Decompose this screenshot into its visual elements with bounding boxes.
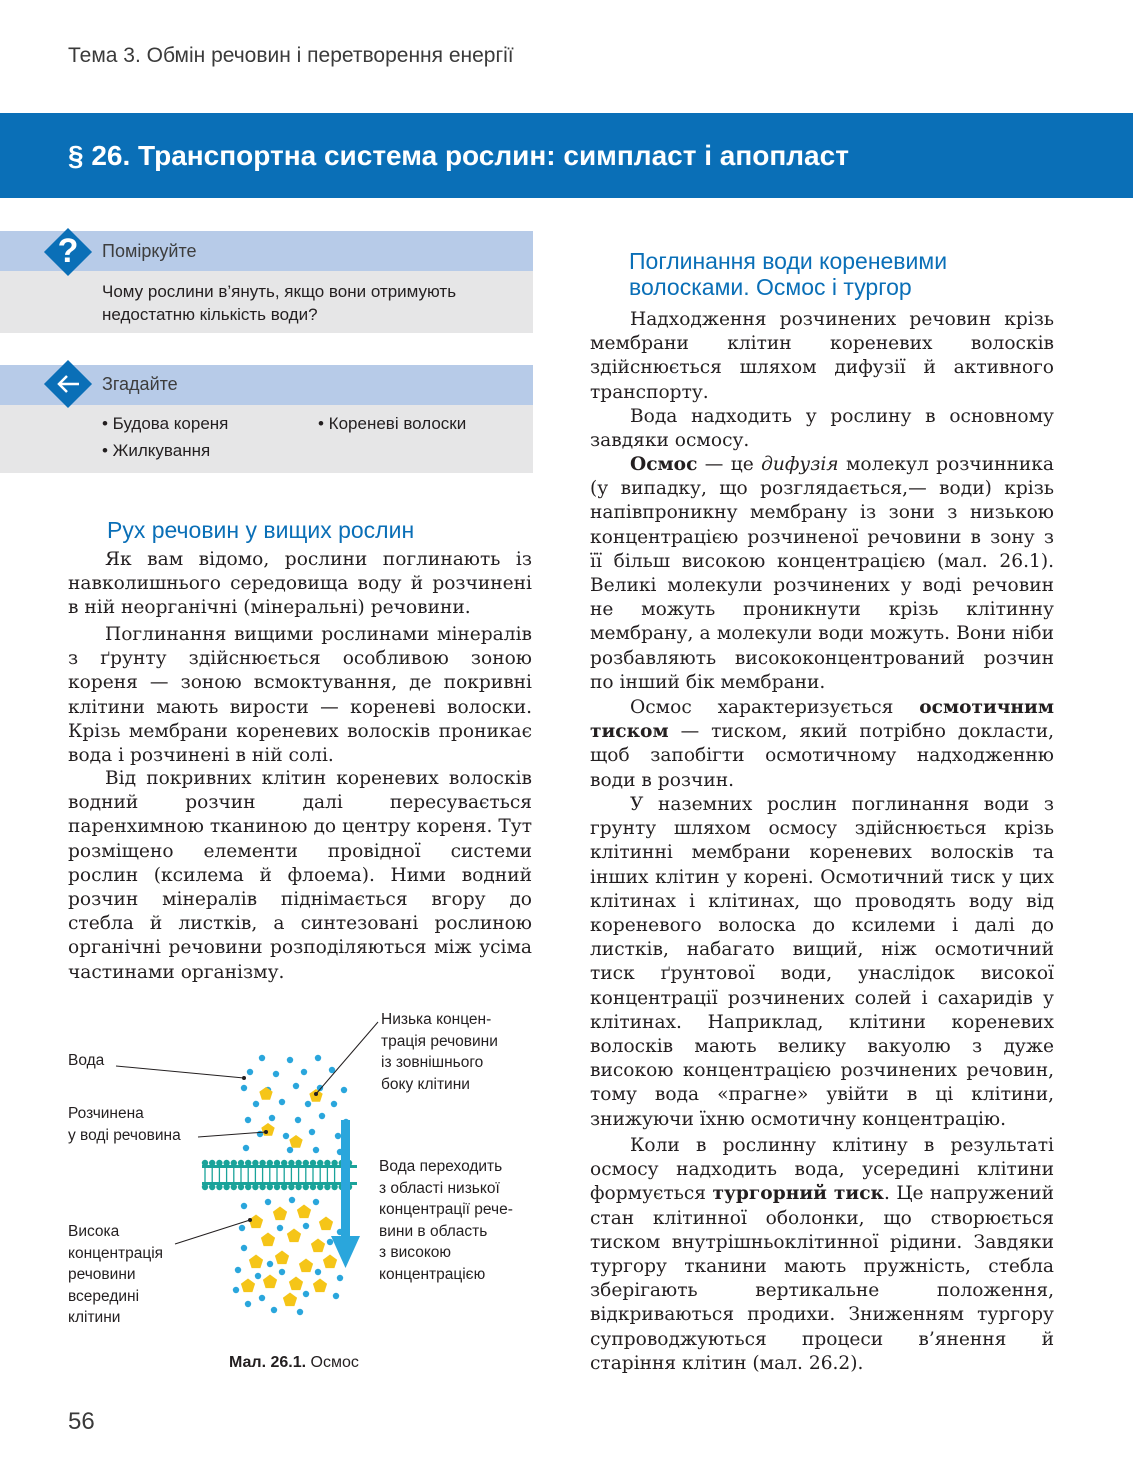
water-molecule (295, 1117, 301, 1123)
lipid-head (238, 1184, 244, 1190)
solute-molecule (283, 1293, 297, 1307)
label-line: Вода переходить (379, 1158, 503, 1175)
caption-number: Мал. 26.1. (229, 1354, 307, 1371)
lipid-head (288, 1160, 294, 1166)
label-low-concentration (381, 1009, 498, 1095)
lipid-head (295, 1184, 301, 1190)
term-osmosis: Осмос (630, 454, 698, 475)
lipid-head (331, 1160, 337, 1166)
lipid-head (274, 1184, 280, 1190)
water-molecule (337, 1275, 343, 1281)
lipid-head (259, 1184, 265, 1190)
lipid-head (252, 1184, 258, 1190)
lipid-head (231, 1184, 237, 1190)
flow-arrow-shaft (341, 1120, 350, 1240)
label-line: концентрацією (379, 1265, 486, 1283)
text-run: Осмос характеризується (630, 697, 920, 718)
text-run: Коли в рослинну клітину в результаті осмосу надходить вода, усередині клітини формується (590, 1135, 1054, 1205)
text-run: . Це напружений стан клітинної оболонки, що створюється тиском внутрішньоклітинної рідини. Завдяки тургору тканини мають пружність, стебла зберігають вертикальне положення, відкриваються продихи. Зниженням тургору супроводжуються процеси в’янення й старіння клітин (мал. 26.2). (590, 1183, 1055, 1374)
water-molecule (313, 1147, 319, 1153)
recall-box-label: Згадайте (102, 374, 178, 394)
water-molecule (243, 1145, 249, 1151)
water-molecule (277, 1225, 283, 1231)
water-molecule (257, 1131, 263, 1137)
paragraph: У наземних рослин поглинання води з грунту шляхом осмосу здійснюється крізь клітинні мембрани кореневих волосків та інших клітин у корені. Осмотичний тиск у цих клітинах і клітинах, що проводять воду від кореневого волоска до ксилеми і далі до листків, набагато вищий, ніж осмотичний тиск ґрунтової води, унаслідок високої концентрації розчинених солей і сахаридів у клітинах. Наприклад, клітини кореневих волосків мають велику вакуолю з дуже високою концентрацією розчинених речовин, тому вода «прагне» увійти в ці клітини, знижуючи їхню осмотичну концентрацію. (590, 794, 1054, 1130)
water-molecule (319, 1113, 325, 1119)
water-molecule (273, 1071, 279, 1077)
solute-molecule (289, 1277, 303, 1291)
lipid-head (216, 1160, 222, 1166)
lipid-head (303, 1184, 309, 1190)
water-molecule (303, 1223, 309, 1229)
lipid-head (303, 1160, 309, 1166)
paragraph-turgor (590, 1134, 1054, 1376)
label-line: з високою (379, 1244, 452, 1261)
paragraph: Надходження розчинених речовин крізь мембрани клітин кореневих волосків здійснюється шляхом дифузії й активного транспорту. (590, 309, 1054, 403)
lipid-head (245, 1184, 251, 1190)
label-line: всередині (68, 1287, 140, 1305)
water-molecule (253, 1101, 259, 1107)
water-molecule (327, 1239, 333, 1245)
think-box-question (102, 280, 456, 326)
text-run: — тиском, який потрібно докласти, щоб запобігти осмотичному надходженню води в розчин. (590, 721, 1054, 791)
leader-line-water (116, 1066, 244, 1078)
paragraph: Від покривних клітин кореневих волосків водний розчин далі пересувається паренхимною тканиною до центру кореня. Тут розміщено елементи провідної системи рослин (ксилема й флоема). Ними водний розчин мінералів піднімається вгору до стебла й листків, а синтезовані рослиною органічні речовини розподіляються між усіма частинами організму. (68, 768, 532, 983)
lipid-head (281, 1160, 287, 1166)
solute-molecule (263, 1275, 277, 1289)
section-heading-left: Рух речовин у вищих рослин (107, 517, 415, 543)
lipid-head (252, 1160, 258, 1166)
leader-dot (248, 1218, 252, 1222)
section-heading-right (629, 248, 947, 300)
water-molecule (287, 1057, 293, 1063)
arrow-left-glyph (53, 370, 83, 398)
heading-line: волосками. Осмос і тургор (629, 274, 912, 300)
solute-molecule (287, 1229, 301, 1243)
solute-molecule (275, 1251, 289, 1265)
water-molecule (315, 1269, 321, 1275)
label-line: Висока (68, 1223, 120, 1240)
water-molecule (265, 1199, 271, 1205)
water-molecule (287, 1147, 293, 1153)
water-molecule (303, 1291, 309, 1297)
lipid-head (267, 1160, 273, 1166)
solute-molecule (313, 1279, 327, 1293)
text-run: молекул розчинника (у випадку, що розглядається,— води) крізь напівпроникну мембрану із зони з низькою концентрацією розчиненої речовини в зону з її більш високою концентрацією (мал. 26.1). Великі молекули розчинених у воді речовин не можуть проникнути крізь клітинну мембрану, а молекули води можуть. Вони ніби розбавляють висококонцентрований розчин по інший бік мембрани. (590, 454, 1054, 693)
lipid-head (324, 1184, 330, 1190)
lipid-head (317, 1160, 323, 1166)
lipid-head (202, 1160, 208, 1166)
paragraph: Поглинання вищими рослинами мінералів з ґрунту здійснюється особливою зоною кореня — зоною всмоктування, де покривні клітини мають вирости — кореневі волоски. Крізь мембрани кореневих волосків проникає вода і розчинені в ній солі. (68, 624, 532, 767)
lipid-head (245, 1160, 251, 1166)
water-molecule (271, 1307, 277, 1313)
label-line: Низька концен- (381, 1011, 492, 1028)
solute-molecule (289, 1135, 302, 1148)
water-molecule (259, 1295, 265, 1301)
paragraph-osmosis-definition (590, 453, 1054, 695)
label-line: трація речовини (381, 1032, 498, 1050)
solute-molecule (297, 1205, 311, 1219)
lipid-head (324, 1160, 330, 1166)
lipid-head (259, 1160, 265, 1166)
water-molecule (289, 1197, 295, 1203)
water-molecule (235, 1267, 241, 1273)
label-high-concentration (68, 1221, 163, 1329)
water-molecule (297, 1309, 303, 1315)
term-turgor-pressure: тургорний тиск (712, 1183, 884, 1205)
water-molecule (241, 1085, 247, 1091)
heading-line: Поглинання води кореневими (629, 248, 948, 274)
lipid-head (238, 1160, 244, 1166)
lipid-head (295, 1160, 301, 1166)
recall-item: • Жилкування (102, 441, 211, 460)
label-line: концентрація (68, 1244, 164, 1262)
term-diffusion: дифузія (761, 454, 839, 475)
paragraph: Вода надходить у рослину в основному завдяки осмосу. (590, 406, 1054, 452)
solute-molecule (319, 1217, 333, 1231)
solute-molecule (323, 1255, 337, 1269)
lipid-head (202, 1184, 208, 1190)
label-line: у воді речовина (68, 1126, 181, 1144)
water-molecule (333, 1293, 339, 1299)
water-molecule (309, 1129, 315, 1135)
water-molecule (259, 1055, 265, 1061)
lipid-head (209, 1184, 215, 1190)
label-water: Вода (68, 1052, 105, 1069)
lipid-head (310, 1184, 316, 1190)
lipid-head (267, 1184, 273, 1190)
label-line: Розчинена (68, 1105, 144, 1122)
water-molecule (269, 1115, 275, 1121)
water-molecule (315, 1055, 321, 1061)
think-box-label: Поміркуйте (102, 241, 197, 261)
water-molecule (279, 1269, 285, 1275)
water-molecule (267, 1261, 273, 1267)
lipid-head (288, 1184, 294, 1190)
solute-molecule (261, 1233, 275, 1247)
leader-dot (314, 1092, 318, 1096)
chapter-title: § 26. Транспортна система рослин: симпласт і апопласт (68, 140, 849, 171)
water-molecule (255, 1273, 261, 1279)
water-molecule (241, 1245, 247, 1251)
water-molecule (245, 1301, 251, 1307)
water-molecule (233, 1287, 239, 1293)
solute-molecule (261, 1123, 274, 1136)
leader-dot (242, 1076, 246, 1080)
water-molecule (317, 1085, 323, 1091)
water-molecule (301, 1069, 307, 1075)
leader-line-high (175, 1220, 250, 1244)
recall-item: • Будова кореня (102, 414, 229, 433)
term-osmotic-pressure: осмотичним тиском (590, 697, 1054, 743)
caption-text: Осмос (306, 1354, 359, 1371)
lipid-head (281, 1184, 287, 1190)
page-number: 56 (68, 1408, 95, 1435)
leader-line-low (316, 1022, 378, 1094)
water-molecule (245, 1117, 251, 1123)
lipid-head (231, 1160, 237, 1166)
recall-item: • Кореневі волоски (318, 414, 467, 433)
label-dissolved-substance (68, 1103, 181, 1146)
paragraph: Як вам відомо, рослини поглинають із навколишнього середовища воду й розчинені в ній неорганічні (мінеральні) речовини. (68, 549, 532, 619)
solute-molecule (311, 1239, 325, 1253)
solute-molecule (299, 1259, 313, 1273)
leader-line-dissolved (198, 1132, 266, 1137)
water-molecule (331, 1101, 337, 1107)
lipid-head (310, 1160, 316, 1166)
running-head: Тема 3. Обмін речовин і перетворення енергії (68, 44, 514, 67)
paragraph-osmotic-pressure (590, 696, 1054, 793)
water-molecule (239, 1225, 245, 1231)
water-molecule (279, 1099, 285, 1105)
leader-dot (264, 1130, 268, 1134)
water-molecule (283, 1133, 289, 1139)
lipid-head (331, 1184, 337, 1190)
lipid-head (209, 1160, 215, 1166)
water-molecule (335, 1133, 341, 1139)
lipid-head (223, 1160, 229, 1166)
lipid-head (274, 1160, 280, 1166)
solute-molecule (273, 1207, 287, 1221)
label-line: з області низької (379, 1179, 500, 1197)
label-line: вини в область (379, 1222, 488, 1240)
water-molecule (241, 1203, 247, 1209)
label-line: речовини (68, 1266, 136, 1283)
label-line: боку клітини (381, 1075, 470, 1093)
question-mark-glyph: ? (57, 232, 79, 270)
water-molecule (247, 1069, 253, 1075)
water-molecule (305, 1101, 311, 1107)
lipid-head (216, 1184, 222, 1190)
label-water-flow (379, 1156, 513, 1285)
water-molecule (293, 1083, 299, 1089)
text-run: — це (697, 454, 762, 475)
label-line: клітини (68, 1309, 121, 1326)
water-molecule (341, 1087, 347, 1093)
label-line: концентрації рече- (379, 1201, 513, 1218)
figure-caption (229, 1354, 359, 1372)
solute-molecule (241, 1279, 255, 1293)
lipid-head (317, 1184, 323, 1190)
think-box-line: Чому рослини в’януть, якщо вони отримують (102, 282, 457, 301)
label-line: із зовнішнього (381, 1054, 484, 1071)
think-box-line: недостатню кількість води? (102, 305, 318, 324)
lipid-head (223, 1184, 229, 1190)
water-molecule (313, 1199, 319, 1205)
solute-molecule (249, 1255, 263, 1269)
